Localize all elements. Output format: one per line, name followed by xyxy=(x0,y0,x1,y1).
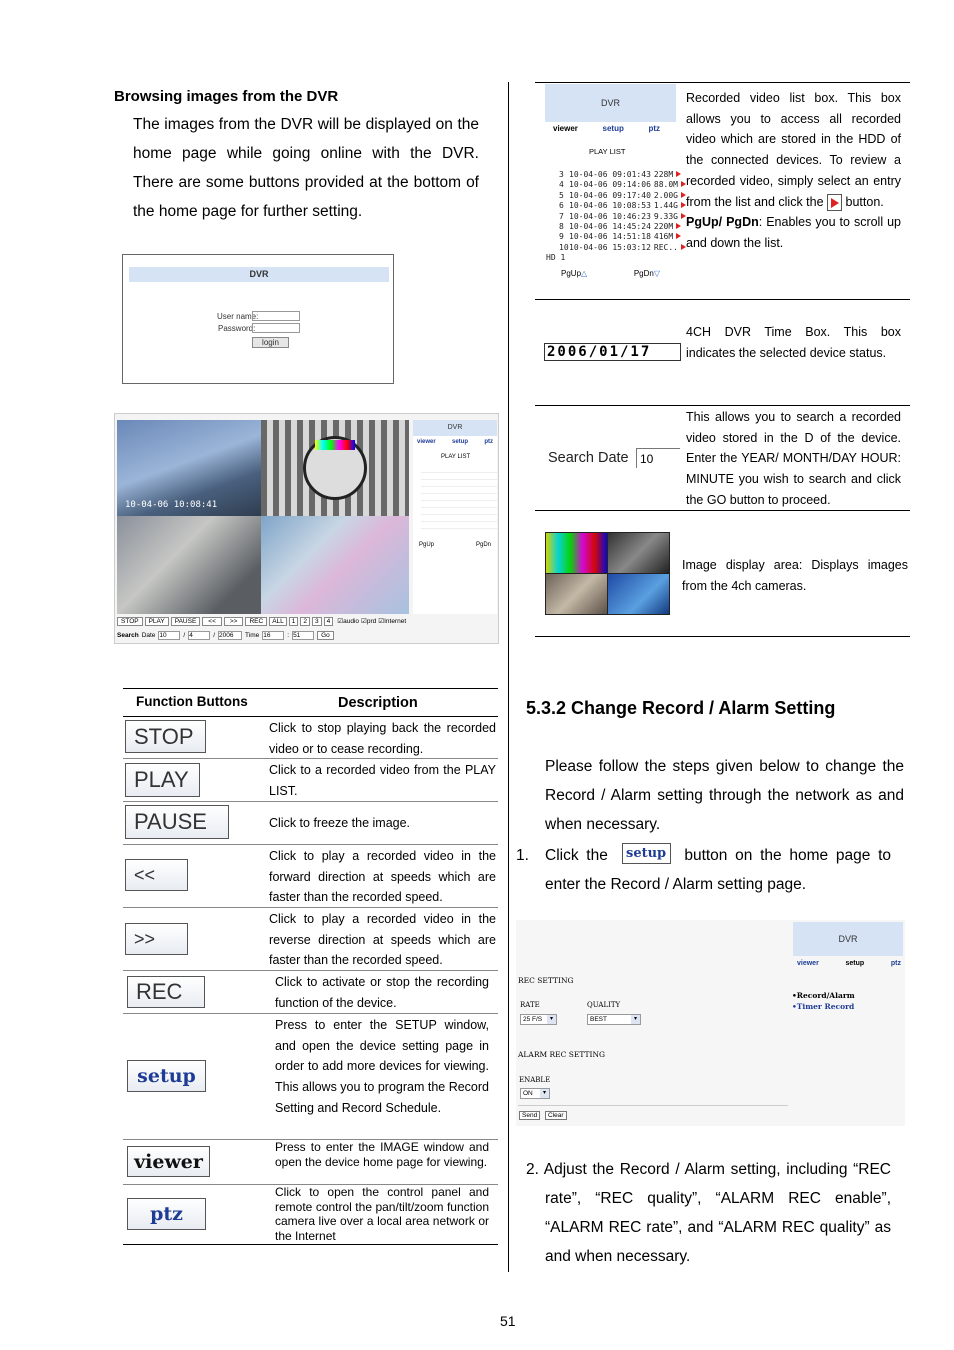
play-button[interactable]: PLAY xyxy=(125,763,200,797)
playlist-entries[interactable] xyxy=(421,466,497,532)
mini-pause-button[interactable]: PAUSE xyxy=(171,617,201,626)
username-input[interactable] xyxy=(252,311,300,321)
send-button[interactable]: Send xyxy=(519,1111,540,1120)
setup-screenshot xyxy=(516,920,905,1126)
stop-button[interactable]: STOP xyxy=(125,720,206,753)
day-input[interactable]: 10 xyxy=(158,631,180,640)
entry-timestamp: 10-04-06 10:08:53 xyxy=(569,201,651,211)
password-label: Password: xyxy=(218,324,256,333)
enable-select[interactable]: ON ▾ xyxy=(520,1088,550,1099)
intro-paragraph: The images from the DVR will be displayed on the home page while going online with the DVR. There are some buttons provided at the bottom of the home page for further setting. xyxy=(133,116,479,220)
list-nav-viewer[interactable]: viewer xyxy=(553,124,578,133)
time-box-description: 4CH DVR Time Box. This box indicates the selected device status. xyxy=(686,325,901,360)
list-playlist-title: PLAY LIST xyxy=(589,147,626,156)
nav-ptz[interactable]: ptz xyxy=(484,439,493,445)
playlist-paging xyxy=(413,532,497,548)
entry-size: 2.00G xyxy=(653,190,678,200)
menu-record-alarm[interactable]: •Record/Alarm xyxy=(792,991,855,1000)
step1-text: Click the setup button on the home page to enter the Record / Alarm setting page. xyxy=(545,841,891,899)
mini-ch1-button[interactable]: 1 xyxy=(289,617,299,626)
entry-size: 9.33G xyxy=(653,211,678,221)
hour-input[interactable]: 16 xyxy=(262,631,284,640)
mini-rewind-button[interactable]: << xyxy=(202,617,222,626)
password-input[interactable] xyxy=(252,323,300,333)
menu-timer-record[interactable]: •Timer Record xyxy=(792,1002,855,1011)
login-title: DVR xyxy=(129,267,389,282)
camera-1-view xyxy=(117,420,261,516)
entry-number: 10 xyxy=(559,242,569,252)
list-description: Recorded video list box. This box allows you to access all recorded video which are stored in the HDD of the connected devices. To review a recorded video, simply select an entry from the list and click the button. PgUp/ PgDn: Enables you to scroll up and down the list. xyxy=(686,91,902,250)
check-prd[interactable]: ☑prd xyxy=(361,618,377,625)
setup-nav-ptz[interactable]: ptz xyxy=(890,960,901,967)
step2-text: 2. Adjust the Record / Alarm setting, including “REC rate”, “REC quality”, “ALARM REC enable”, “ALARM REC rate”, and “ALARM REC quality” as and when necessary. xyxy=(526,1161,891,1265)
list-nav-ptz[interactable]: ptz xyxy=(648,124,660,133)
playlist-entry[interactable] xyxy=(559,180,676,190)
mini-all-button[interactable]: ALL xyxy=(269,617,287,626)
mini-play-button[interactable]: PLAY xyxy=(145,617,169,626)
search-bar: Search Date 10 / 4 / 2006 Time 16 : 51 Go xyxy=(117,631,334,640)
forward-description: Click to play a recorded video in the reverse direction at speeds which are faster than the recorded speed. xyxy=(269,912,496,968)
camera-2-view xyxy=(261,420,409,516)
ptz-button[interactable]: ptz xyxy=(127,1198,206,1230)
list-paging xyxy=(545,264,676,278)
camera-timestamp: 10-04-06 10:08:41 xyxy=(125,500,218,510)
rec-setting-label: REC SETTING xyxy=(518,976,574,985)
enable-dropdown-icon: ▾ xyxy=(540,1089,549,1098)
setup-nav-viewer[interactable]: viewer xyxy=(797,960,819,967)
setup-title: DVR xyxy=(793,922,903,956)
search-label: Search xyxy=(117,632,139,639)
rec-button[interactable]: REC xyxy=(127,976,205,1008)
panel-nav xyxy=(413,436,497,448)
entry-size: REC.. xyxy=(653,242,678,252)
entry-timestamp: 10-04-06 15:03:12 xyxy=(569,242,651,252)
setup-nav xyxy=(797,960,901,967)
setup-button[interactable]: setup xyxy=(127,1060,206,1092)
mini-forward-button[interactable]: >> xyxy=(224,617,244,626)
mini-ch4-button[interactable]: 4 xyxy=(324,617,334,626)
playlist-entry[interactable] xyxy=(559,201,676,211)
login-screenshot xyxy=(122,254,394,384)
entry-size: 1.44G xyxy=(653,201,678,211)
playlist-panel xyxy=(413,420,497,614)
entry-timestamp: 10-04-06 14:51:18 xyxy=(569,232,651,242)
entry-timestamp: 10-04-06 10:46:23 xyxy=(569,211,651,221)
entry-timestamp: 10-04-06 09:14:06 xyxy=(569,180,651,190)
time-label: Time xyxy=(245,632,260,639)
entry-size: 88.0M xyxy=(653,180,678,190)
home-screenshot xyxy=(114,413,499,644)
rewind-button[interactable]: << xyxy=(125,859,188,891)
entry-number: 9 xyxy=(559,232,564,242)
entry-timestamp: 10-04-06 09:17:40 xyxy=(569,190,651,200)
setup-nav-setup[interactable]: setup xyxy=(845,960,865,967)
date-box: 2006/01/17 xyxy=(544,343,681,361)
image-display-description: Image display area: Displays images from the 4ch cameras. xyxy=(682,558,908,593)
entry-size: 228M xyxy=(653,170,674,179)
playlist-entry[interactable] xyxy=(559,170,676,180)
minute-input[interactable]: 51 xyxy=(292,631,314,640)
step1-number: 1. xyxy=(516,847,529,864)
quality-dropdown-icon: ▾ xyxy=(631,1015,640,1024)
username-label: User name: xyxy=(217,312,259,321)
pause-button[interactable]: PAUSE xyxy=(125,805,229,839)
rate-label: RATE xyxy=(520,1001,540,1009)
list-nav xyxy=(545,122,676,133)
mini-ch3-button[interactable]: 3 xyxy=(312,617,322,626)
entry-size: 416M xyxy=(653,232,674,242)
entry-timestamp: 10-04-06 09:01:43 xyxy=(569,170,651,179)
ptz-description: Click to open the control panel and remote control the pan/tilt/zoom function camera live over a local area network or the Internet xyxy=(275,1185,489,1244)
inline-setup-button[interactable]: setup xyxy=(622,843,671,864)
play-icon xyxy=(827,194,842,211)
forward-button[interactable]: >> xyxy=(125,923,188,955)
playlist-entry[interactable] xyxy=(559,212,676,222)
entry-number: 5 xyxy=(559,190,564,200)
check-internet[interactable]: ☑Internet xyxy=(378,618,407,625)
search-description: This allows you to search a recorded video stored in the D of the device. Enter the YEAR/ MONTH/DAY HOUR: MINUTE you wish to search and click the GO button to proceed. xyxy=(686,410,901,507)
section-title: Browsing images from the DVR xyxy=(114,88,339,105)
quality-label: QUALITY xyxy=(587,1001,621,1009)
entry-number: 4 xyxy=(559,180,564,190)
camera-3-view xyxy=(117,516,261,614)
pgup-button[interactable]: PgUp xyxy=(419,542,435,548)
playlist-entry-list xyxy=(545,170,676,253)
playlist-entry[interactable] xyxy=(559,191,676,201)
follow-steps-paragraph: Please follow the steps given below to change the Record / Alarm setting through the network as and when necessary. xyxy=(545,758,904,833)
list-nav-setup[interactable]: setup xyxy=(602,124,624,133)
play-entry-icon[interactable] xyxy=(676,171,681,177)
rec-description: Click to activate or stop the recording function of the device. xyxy=(275,975,489,1010)
viewer-description: Press to enter the IMAGE window and open the device home page for viewing. xyxy=(275,1140,489,1169)
list-pgup-button[interactable]: PgUp△ xyxy=(561,268,588,278)
column-divider xyxy=(508,82,509,1272)
login-button[interactable]: login xyxy=(252,337,289,348)
list-title: DVR xyxy=(545,84,676,122)
list-pgdn-button[interactable]: PgDn▽ xyxy=(633,268,660,278)
control-button-bar xyxy=(117,617,406,626)
nav-setup[interactable]: setup xyxy=(452,439,469,445)
pause-description: Click to freeze the image. xyxy=(269,816,411,830)
panel-title: DVR xyxy=(413,420,497,436)
search-date-input[interactable]: 10 xyxy=(636,448,680,468)
playlist-entry[interactable] xyxy=(559,222,676,232)
image-display-thumbnail xyxy=(545,532,670,615)
stop-description: Click to stop playing back the recorded video or to cease recording. xyxy=(269,721,496,756)
mini-stop-button[interactable]: STOP xyxy=(117,617,143,626)
play-entry-icon[interactable] xyxy=(676,233,681,239)
entry-size: 220M xyxy=(653,222,674,232)
table-header-buttons: Function Buttons xyxy=(136,694,248,709)
camera-4-view xyxy=(261,516,409,614)
clear-button[interactable]: Clear xyxy=(545,1111,567,1120)
year-input[interactable]: 2006 xyxy=(218,631,242,640)
page-number: 51 xyxy=(500,1313,516,1329)
search-date-label: Search Date xyxy=(548,450,629,466)
entry-number: 8 xyxy=(559,222,564,232)
mini-ch2-button[interactable]: 2 xyxy=(300,617,310,626)
pgdn-button[interactable]: PgDn xyxy=(475,542,491,548)
rate-select[interactable]: 25 F/S ▾ xyxy=(520,1014,557,1025)
check-audio[interactable]: ☑audio xyxy=(337,618,360,625)
nav-viewer[interactable]: viewer xyxy=(417,439,436,445)
enable-label: ENABLE xyxy=(519,1076,551,1084)
month-input[interactable]: 4 xyxy=(188,631,210,640)
setup-description: Press to enter the SETUP window, and open the device setting page in order to add more devices for viewing. This allows you to program the Record Setting and Record Schedule. xyxy=(275,1018,489,1115)
playlist-entry[interactable] xyxy=(559,243,676,253)
playlist-screenshot xyxy=(545,84,676,298)
viewer-button[interactable]: viewer xyxy=(127,1146,210,1177)
entry-timestamp: 10-04-06 14:45:24 xyxy=(569,222,651,232)
go-button[interactable]: Go xyxy=(317,631,334,640)
play-description: Click to a recorded video from the PLAY LIST. xyxy=(269,763,496,798)
play-entry-icon[interactable] xyxy=(676,223,681,229)
playlist-entry[interactable] xyxy=(559,232,676,242)
rate-dropdown-icon: ▾ xyxy=(547,1015,556,1024)
section-heading: 5.3.2 Change Record / Alarm Setting xyxy=(526,698,836,718)
entry-number: 7 xyxy=(559,211,564,221)
hd-label: HD 1 xyxy=(546,253,566,263)
rewind-description: Click to play a recorded video in the forward direction at speeds which are faster than the recorded speed. xyxy=(269,849,496,905)
playlist-title: PLAY LIST xyxy=(441,454,471,460)
quality-select[interactable]: BEST ▾ xyxy=(587,1014,641,1025)
date-label: Date xyxy=(141,632,156,639)
entry-number: 3 xyxy=(559,170,564,179)
alarm-rec-setting-label: ALARM REC SETTING xyxy=(518,1050,606,1059)
table-header-description: Description xyxy=(338,695,418,711)
mini-rec-button[interactable]: REC xyxy=(245,617,267,626)
entry-number: 6 xyxy=(559,201,564,211)
